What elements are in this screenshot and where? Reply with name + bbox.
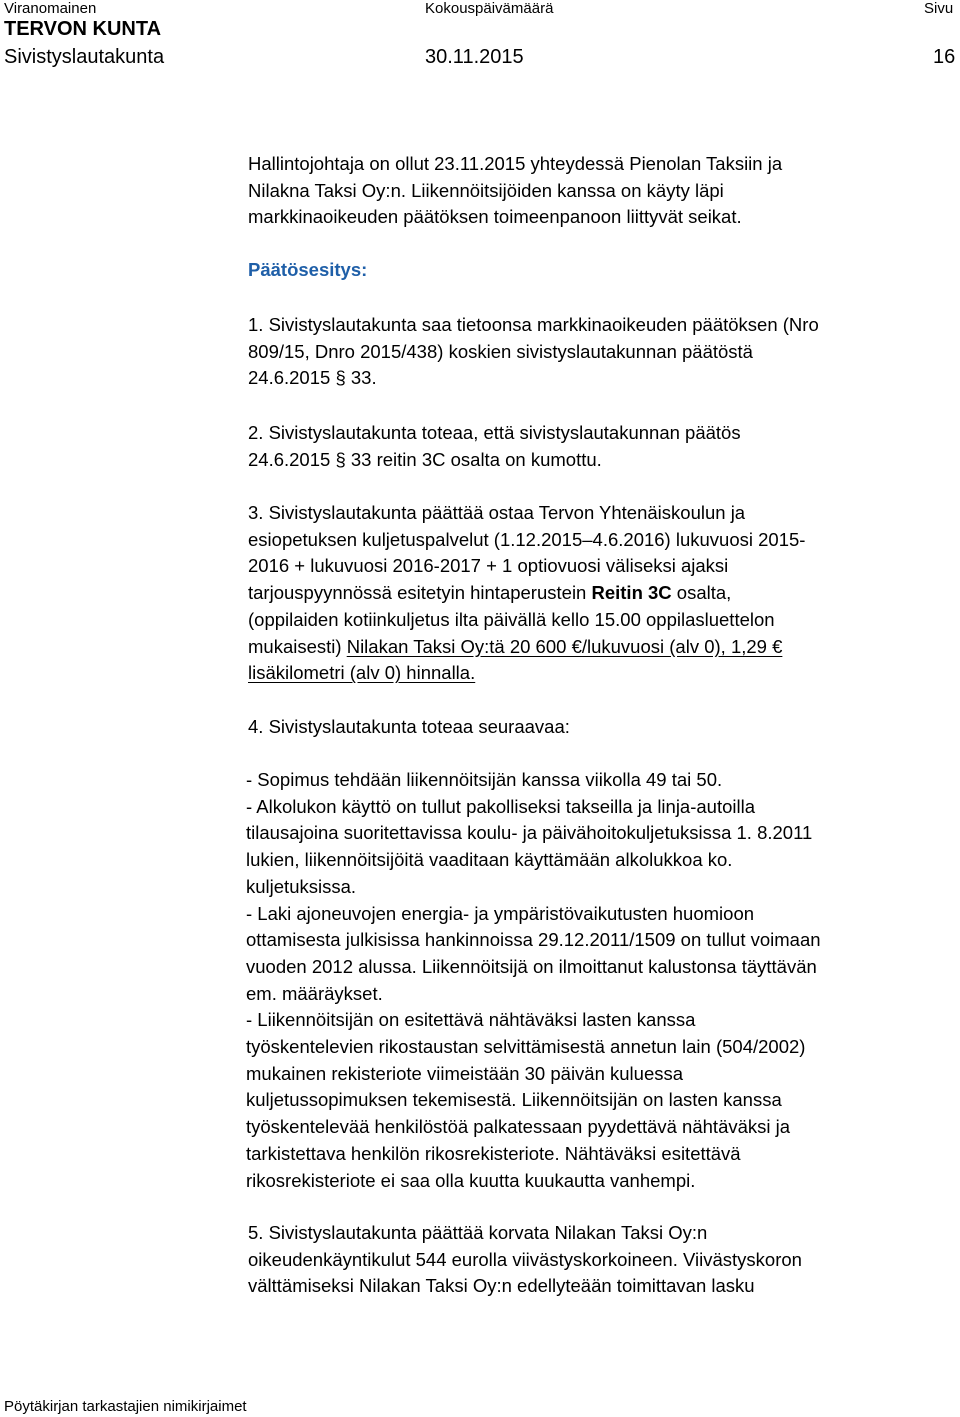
text-line: ottamisesta julkisissa hankinnoissa 29.12.2011/1509 on tullut voimaan (246, 929, 821, 951)
text-line: mukainen rekisteriote viimeistään 30 päivän kuluessa (246, 1062, 684, 1084)
text-line: 3. Sivistyslautakunta päättää ostaa Tervon Yhtenäiskoulun ja (248, 502, 746, 523)
issuer-label: Viranomainen (4, 0, 97, 17)
text-line: Nilakna Taksi Oy:n. Liikennöitsijöiden kanssa on käyty läpi (248, 179, 724, 201)
text-line: - Sopimus tehdään liikennöitsijän kanssa viikolla 49 tai 50. (246, 769, 723, 790)
contract-price-cont: lisäkilometri (alv 0) hinnalla. (248, 662, 476, 684)
text-line: rikosrekisteriote ei saa olla kuutta kuukautta vanhempi. (246, 1169, 696, 1191)
text-line: - Alkolukon käyttö on tullut pakolliseksi takseilla ja linja-autoilla (246, 795, 756, 817)
contract-price: Nilakan Taksi Oy:tä 20 600 €/lukuvuosi (alv 0), 1,29 € (346, 635, 783, 657)
text-line: oikeudenkäyntikulut 544 eurolla viivästyskorkoineen. Viivästyskoron (248, 1248, 802, 1270)
decision-item-5 (248, 1220, 802, 1300)
page-label: Sivu (924, 0, 954, 17)
text-line: lukien, liikennöitsijöitä vaaditaan käyttämään alkolukkoa ko. (246, 849, 733, 871)
decision-item-3 (248, 500, 805, 687)
text-line: välttämiseksi Nilakan Taksi Oy:n edellyteään toimittavan lasku (248, 1275, 755, 1297)
meeting-date: 30.11.2015 (425, 46, 524, 68)
text-line (248, 634, 805, 661)
text-line: 2016 + lukuvuosi 2016-2017 + 1 optiovuosi väliseksi ajaksi (248, 555, 729, 577)
text-line: markkinaoikeuden päätöksen toimeenpanoon liittyvät seikat. (248, 206, 742, 228)
text-line: - Laki ajoneuvojen energia- ja ympäristövaikutusten huomioon (246, 902, 755, 924)
text-line: 809/15, Dnro 2015/438) koskien sivistyslautakunnan päätöstä (248, 340, 753, 362)
text-line: esiopetuksen kuljetuspalvelut (1.12.2015–4.6.2016) lukuvuosi 2015- (248, 528, 806, 550)
text-line: tarkistettava henkilön rikosrekisteriote. Nähtäväksi esitettävä (246, 1142, 741, 1164)
committee-name: Sivistyslautakunta (4, 46, 165, 68)
decision-item-2 (248, 420, 741, 473)
route-name: Reitin 3C (591, 582, 672, 604)
text-line: työskentelevää henkilöstöä palkatessaan pyydettävä nähtäväksi ja (246, 1116, 791, 1138)
text-line (248, 660, 805, 687)
decision-item-4-list (246, 767, 821, 1194)
organization-name: TERVON KUNTA (4, 18, 162, 40)
text-line: 24.6.2015 § 33. (248, 367, 377, 389)
text-line (248, 580, 805, 607)
text-line: Hallintojohtaja on ollut 23.11.2015 yhteydessä Pienolan Taksiin ja (248, 153, 783, 174)
text-line: tilausajoina suoritettavissa koulu- ja päivähoitokuljetuksissa 1. 8.2011 (246, 822, 813, 844)
text-line: kuljetuksissa. (246, 875, 357, 897)
text-segment: mukaisesti) (248, 635, 347, 657)
text-line: vuoden 2012 alussa. Liikennöitsijä on ilmoittanut kalustonsa täyttävän (246, 955, 817, 977)
text-segment: osalta, (671, 582, 732, 604)
intro-paragraph (248, 151, 782, 231)
text-line: 24.6.2015 § 33 reitin 3C osalta on kumottu. (248, 448, 602, 470)
text-line: työskentelevien rikostaustan selvittämisestä annetun lain (504/2002) (246, 1036, 806, 1058)
text-line: 5. Sivistyslautakunta päättää korvata Nilakan Taksi Oy:n (248, 1222, 708, 1243)
decision-item-1 (248, 312, 819, 392)
text-line: em. määräykset. (246, 982, 383, 1004)
text-line: (oppilaiden kotiinkuljetus ilta päivällä kello 15.00 oppilasluettelon (248, 608, 775, 630)
proposal-heading: Päätösesitys: (248, 259, 368, 280)
text-line: - Liikennöitsijän on esitettävä nähtäväksi lasten kanssa (246, 1009, 696, 1031)
page-number: 16 (933, 46, 956, 68)
decision-item-4-heading: 4. Sivistyslautakunta toteaa seuraavaa: (248, 716, 570, 737)
text-segment: tarjouspyynnössä esitetyin hintaperustein (248, 582, 592, 604)
date-label: Kokouspäivämäärä (425, 0, 554, 17)
text-line: kuljetussopimuksen tekemisestä. Liikennöitsijän on lasten kanssa (246, 1089, 782, 1111)
signatures-label: Pöytäkirjan tarkastajien nimikirjaimet (4, 1398, 247, 1415)
text-line: 1. Sivistyslautakunta saa tietoonsa markkinaoikeuden päätöksen (Nro (248, 314, 819, 335)
text-line: 2. Sivistyslautakunta toteaa, että sivistyslautakunnan päätös (248, 422, 741, 443)
